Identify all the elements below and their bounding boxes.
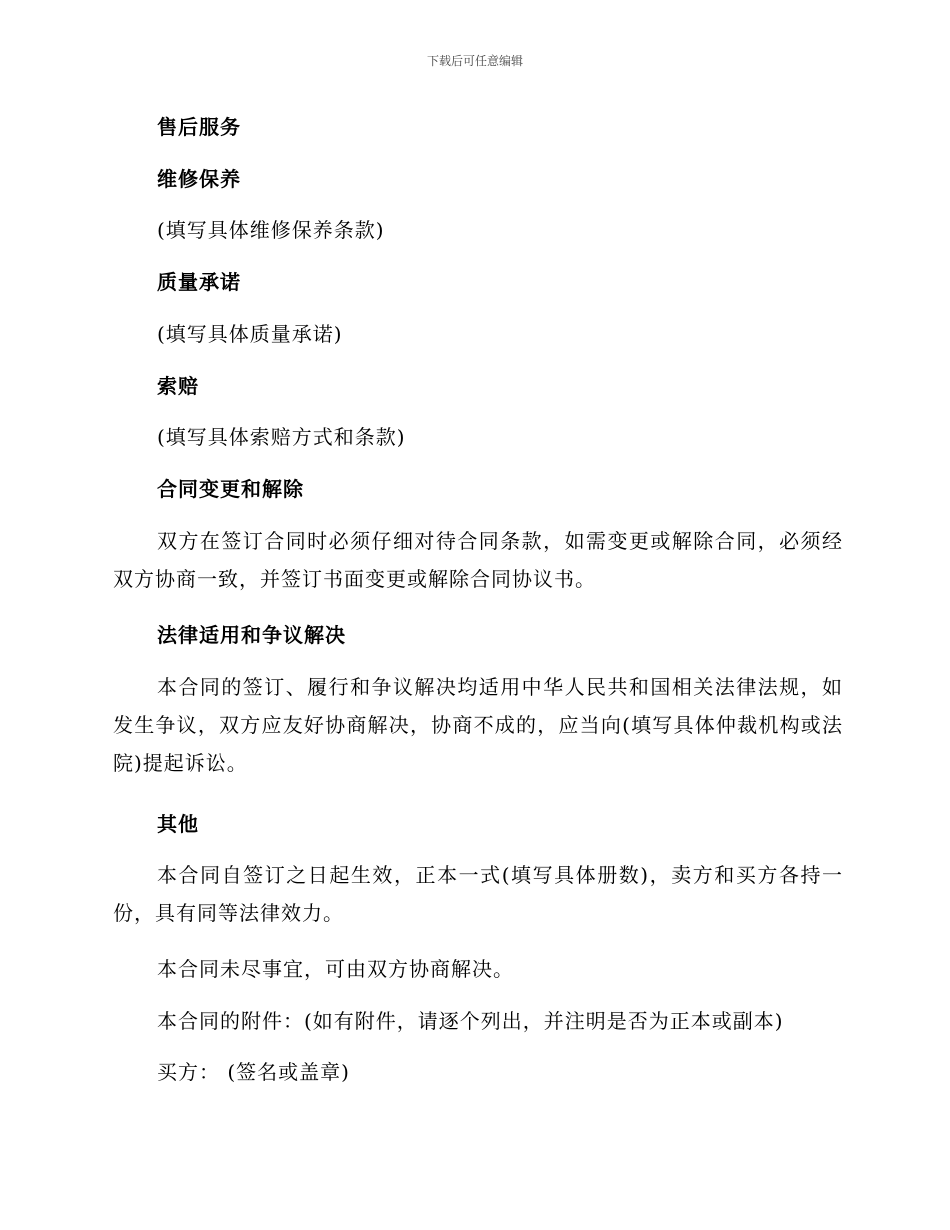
heading-after-sales: 售后服务 [157,115,241,139]
other-paragraph-1: 本合同自签订之日起生效，正本一式(填写具体册数)，卖方和买方各持一份，具有同等法律效力。 [113,863,843,925]
maintenance-placeholder: (填写具体维修保养条款) [157,218,385,242]
change-paragraph: 双方在签订合同时必须仔细对待合同条款，如需变更或解除合同，必须经双方协商一致，并签订书面变更或解除合同协议书。 [113,529,843,591]
heading-maintenance: 维修保养 [157,167,241,191]
attachments-line: 本合同的附件：(如有附件，请逐个列出，并注明是否为正本或副本) [157,1009,784,1033]
heading-quality: 质量承诺 [157,270,241,294]
claims-placeholder: (填写具体索赔方式和条款) [157,425,406,449]
heading-change: 合同变更和解除 [157,477,304,501]
law-paragraph: 本合同的签订、履行和争议解决均适用中华人民共和国相关法律法规，如发生争议，双方应友好协商解决，协商不成的，应当向(填写具体仲裁机构或法院)提起诉讼。 [113,675,843,775]
other-paragraph-2: 本合同未尽事宜，可由双方协商解决。 [157,957,514,981]
page-header: 下载后可任意编辑 [426,54,523,68]
heading-claims: 索赔 [157,374,199,398]
buyer-signature-line: 买方： (签名或盖章) [157,1060,350,1084]
quality-placeholder: (填写具体质量承诺) [157,322,343,346]
heading-other: 其他 [157,812,199,836]
heading-law: 法律适用和争议解决 [157,623,346,647]
